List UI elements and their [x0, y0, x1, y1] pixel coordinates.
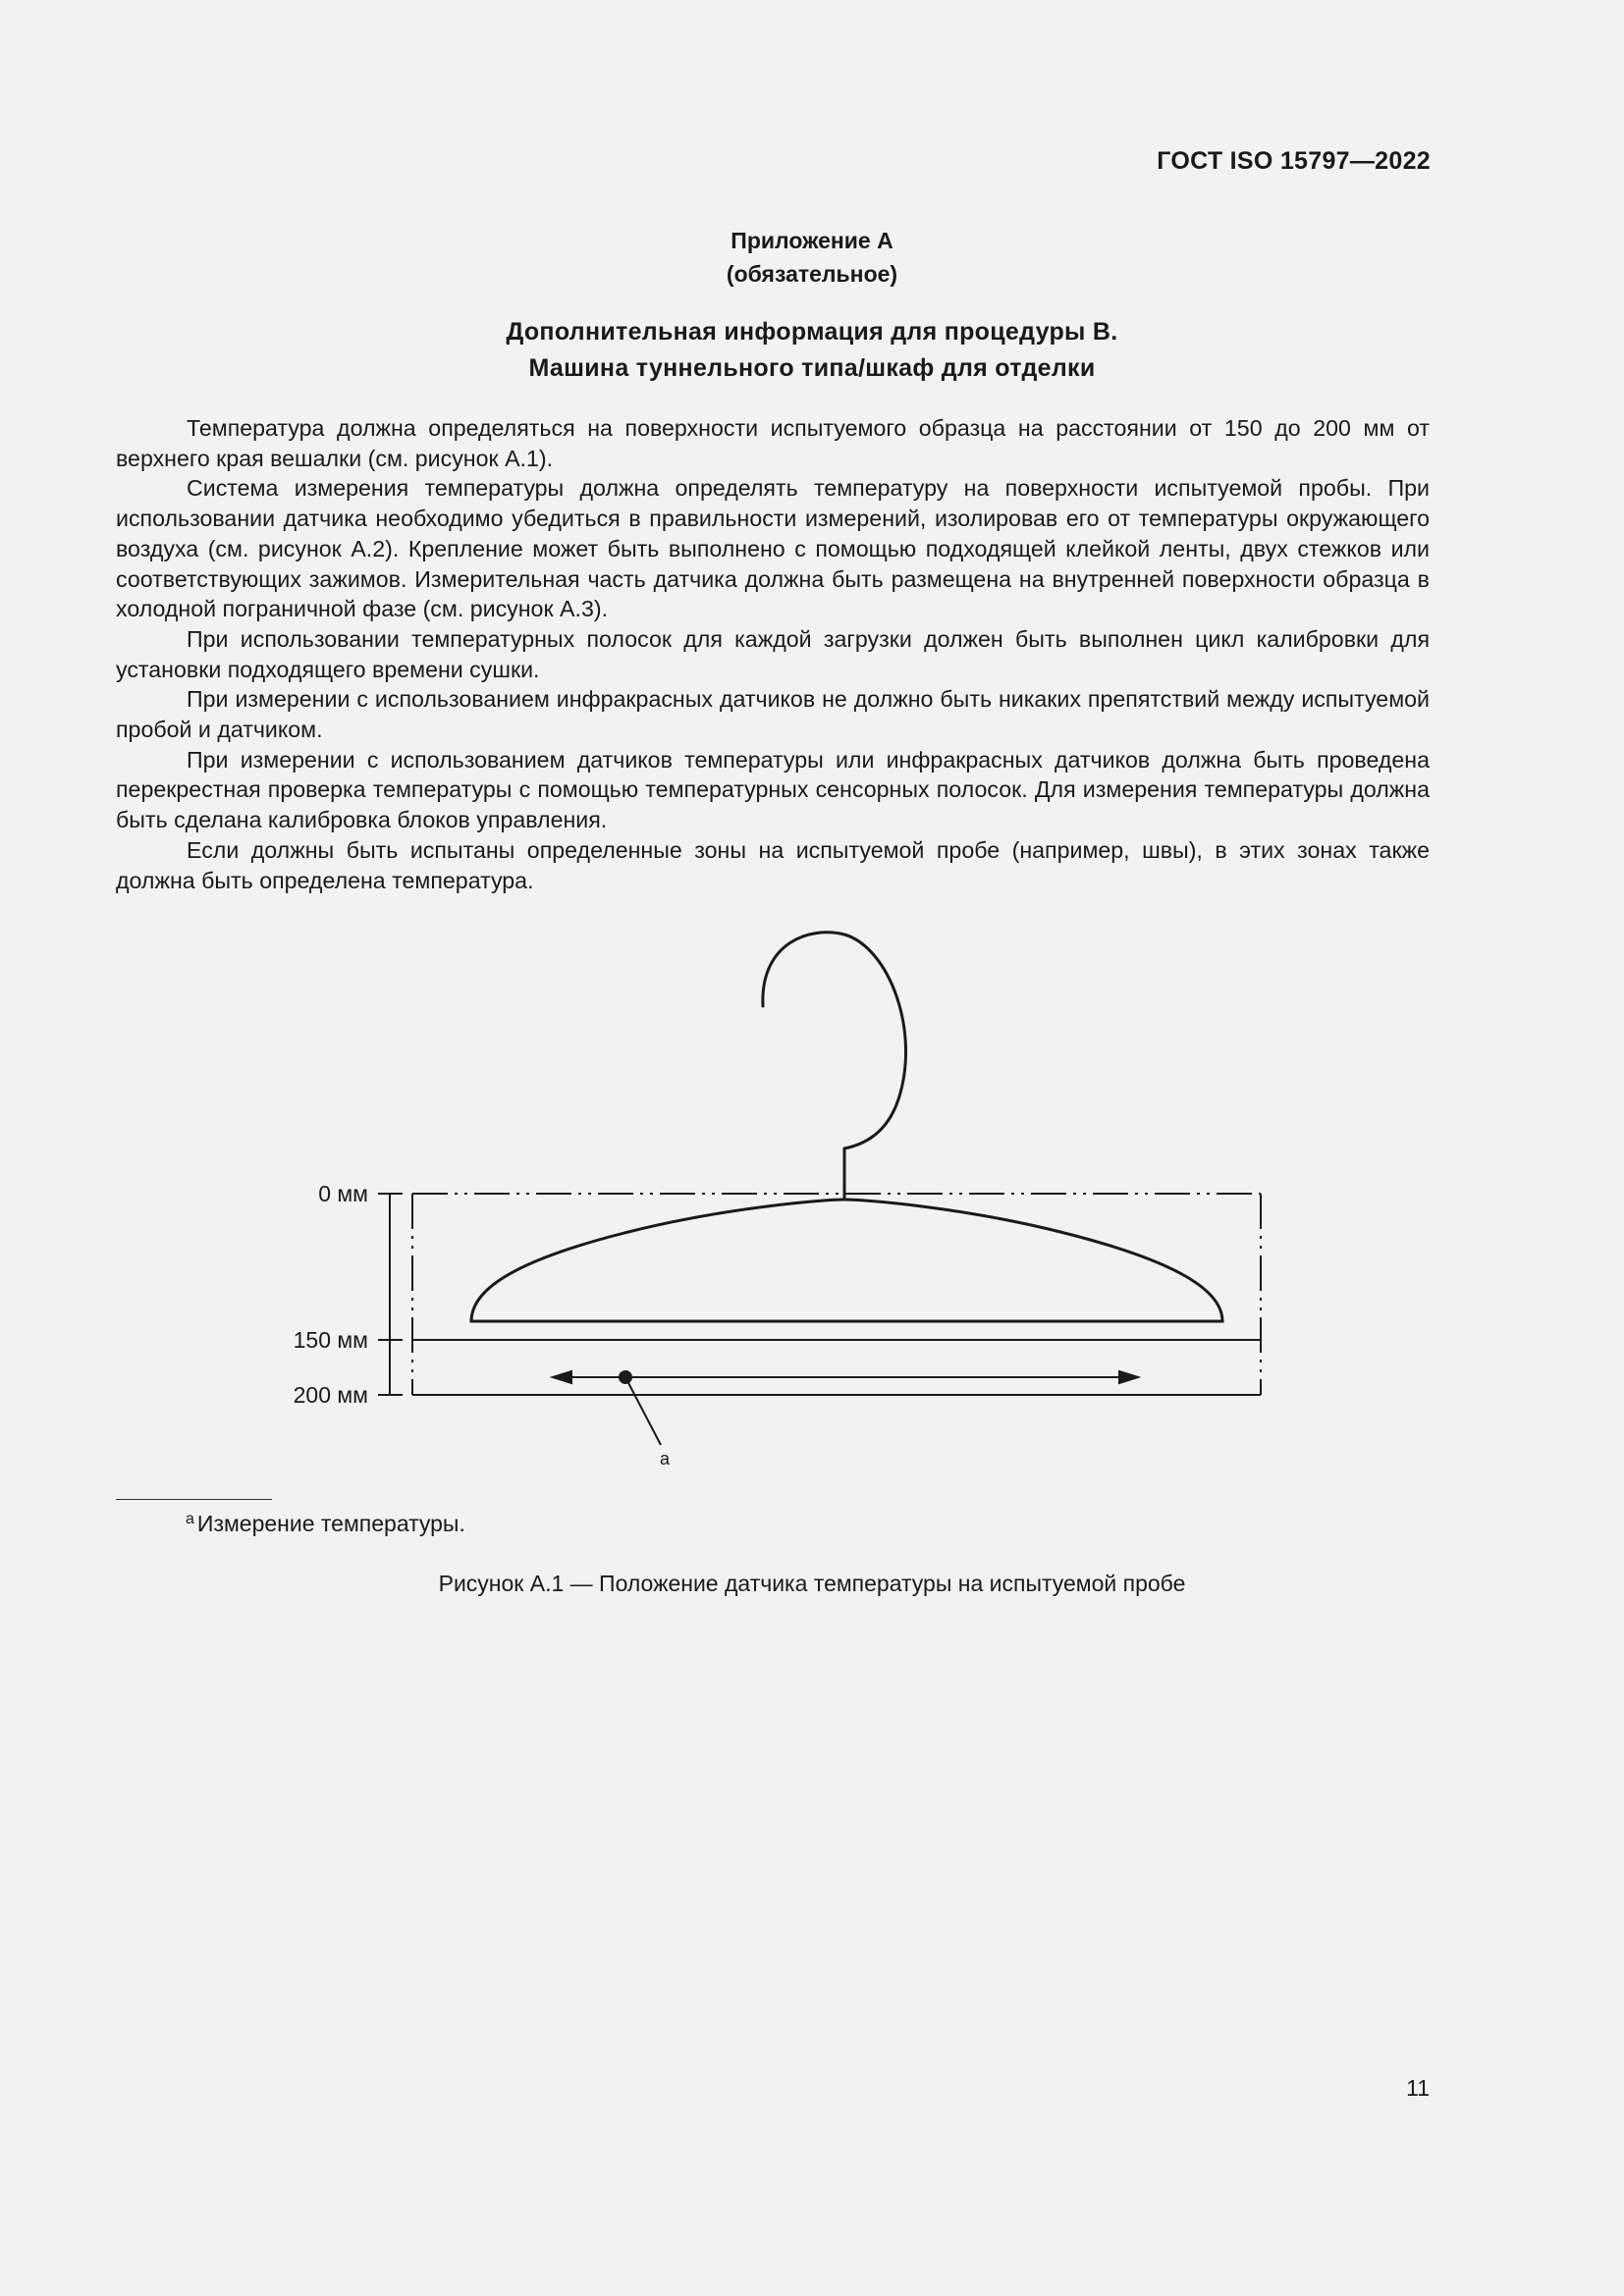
hanger-figure — [275, 923, 1276, 1492]
footnote-marker: a — [186, 1511, 194, 1527]
annex-label: Приложение А — [731, 228, 893, 253]
document-code: ГОСТ ISO 15797—2022 — [1157, 147, 1431, 175]
footnote — [186, 1511, 465, 1537]
key-leader — [625, 1377, 661, 1445]
figure-caption: Рисунок А.1 — Положение датчика температуры на испытуемой пробе — [438, 1571, 1186, 1596]
footnote-text: Измерение температуры. — [196, 1511, 465, 1536]
arrowhead-right-icon — [1119, 1371, 1138, 1383]
label-150mm: 150 мм — [293, 1327, 368, 1353]
paragraph: Система измерения температуры должна определять температуру на поверхности испытуемой пробы. При использовании датчика необходимо убедиться в правильности измерений, изолировав его от температуры окружающего воздуха (см. рисунок А.2). Крепление может быть выполнено с помощью подходящей клейкой ленты, двух стежков или соответствующих зажимов. Измерительная часть датчика должна быть размещена на внутренней поверхности образца в холодной пограничной фазе (см. рисунок А.3). — [116, 475, 1430, 622]
annex-heading — [0, 224, 1624, 291]
arrowhead-left-icon — [553, 1371, 571, 1383]
hanger-body — [471, 1200, 1222, 1321]
annex-status: (обязательное) — [726, 261, 898, 287]
paragraph: Температура должна определяться на поверхности испытуемого образца на расстоянии от 150 до 200 мм от верхнего края вешалки (см. рисунок А.1). — [116, 415, 1430, 471]
hanger-hook — [763, 933, 906, 1148]
paragraph: При измерении с использованием датчиков температуры или инфракрасных датчиков должна быть проведена перекрестная проверка температуры с помощью температурных сенсорных полосок. Для измерения температуры должна быть сделана калибровка блоков управления. — [116, 746, 1430, 833]
sensor-indicator — [553, 1371, 1138, 1445]
page-number: 11 — [1406, 2075, 1430, 2101]
body-text — [116, 413, 1430, 895]
label-200mm: 200 мм — [293, 1382, 368, 1408]
annex-title — [0, 314, 1624, 387]
footnote-divider — [116, 1499, 272, 1500]
hanger-drawing — [471, 933, 1222, 1321]
paragraph: При измерении с использованием инфракрасных датчиков не должно быть никаких препятствий между испытуемой пробой и датчиком. — [116, 686, 1430, 743]
annex-title-line-1: Дополнительная информация для процедуры В. — [506, 318, 1118, 346]
label-0mm: 0 мм — [318, 1181, 368, 1206]
paragraph: При использовании температурных полосок для каждой загрузки должен быть выполнен цикл калибровки для установки подходящего времени сушки. — [116, 625, 1430, 682]
key-a: a — [659, 1449, 671, 1468]
annex-title-line-2: Машина туннельного типа/шкаф для отделки — [528, 354, 1096, 382]
paragraph: Если должны быть испытаны определенные зоны на испытуемой пробе (например, швы), в этих зонах также должна быть определена температура. — [116, 836, 1430, 893]
measurement-zone — [378, 1194, 1261, 1395]
